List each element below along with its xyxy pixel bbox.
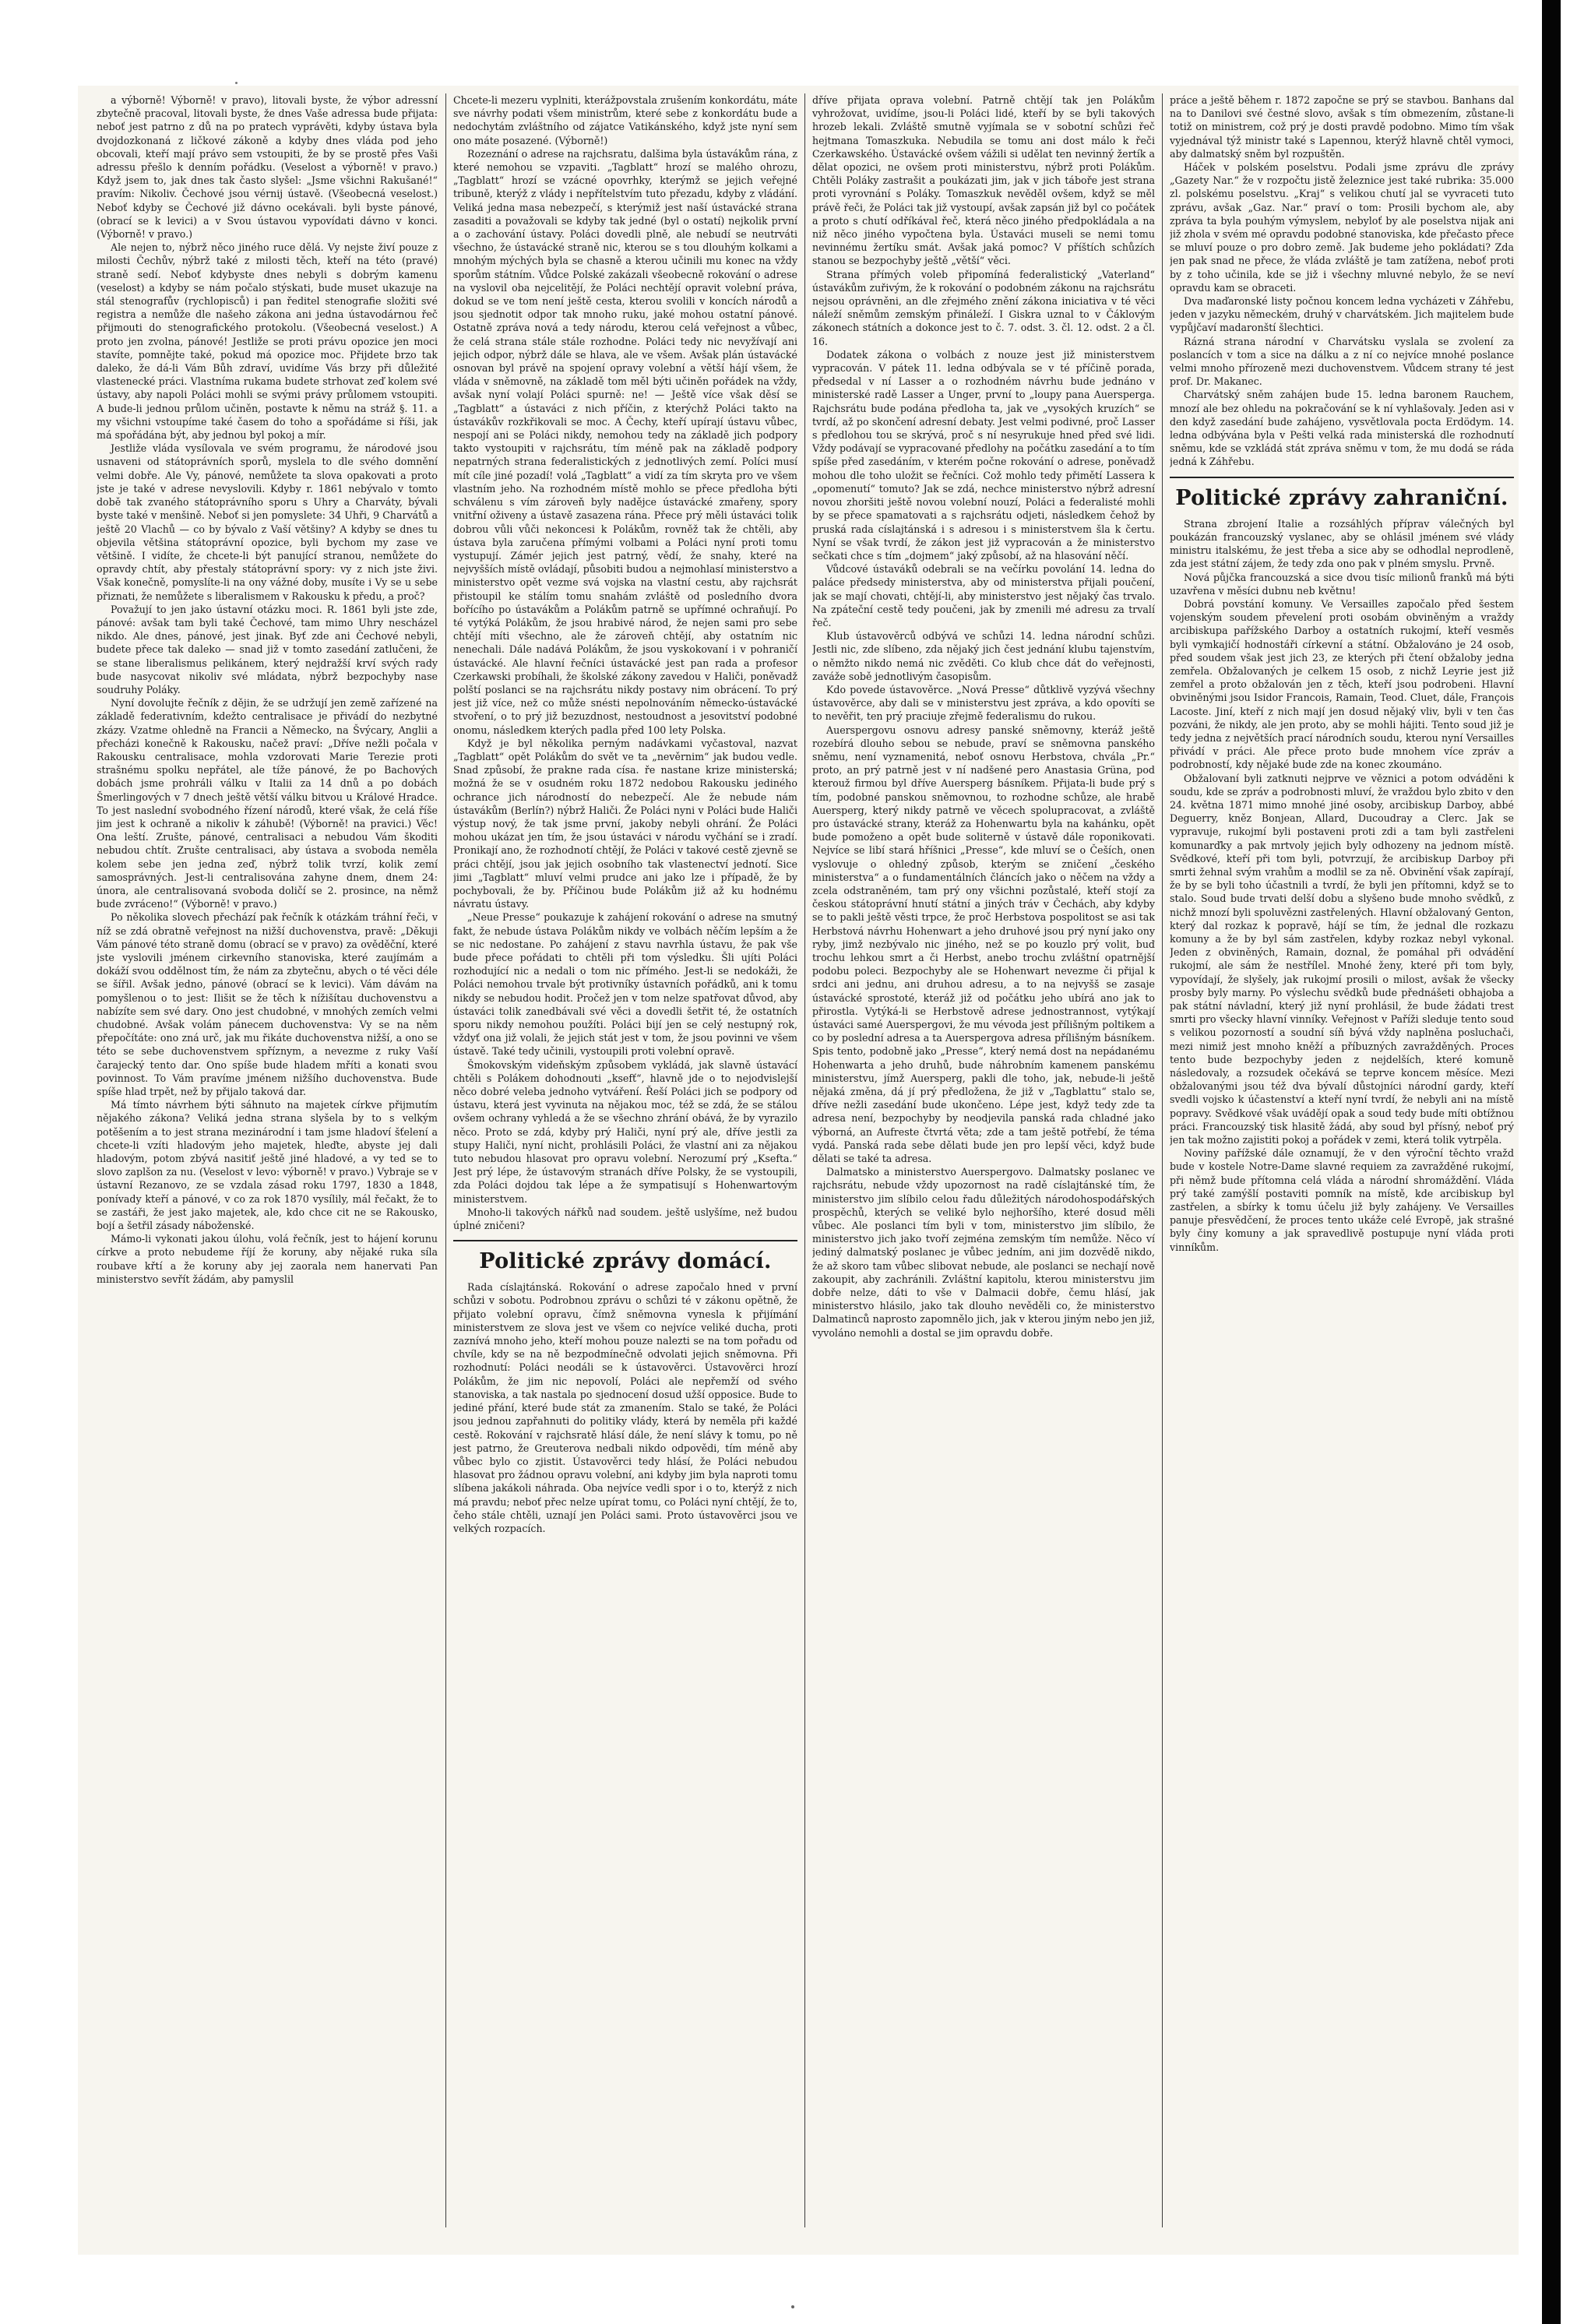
paragraph: Dobrá povstání komuny. Ve Versailles započalo před šestem vojenským soudem převelení proti osobám obviněným a vraždy arcibiskupa pařížského Darboy a ostatních rukojmí, kteří vesměs byli vymkajičí hodnostáři církevní a státní. Obžalováno je 24 osob, před soudem však jest jich 23, ze kterých při čtení obžaloby jedna zemřela. Obžalovaných je celkem 15 osob, z nichž Leyrie jest již zemřel a proto obžalován jen z těch, kteří jsou podrobeni. Hlavní obviněnými jsou Isidor Francois, Ramain, Teod. Cluet, dále, François Lacoste. Jiní, kteří z nich mají jen dosud nějaký vliv, byli v ten čas pozváni, že nikdy, ale jen proto, aby se mohli hájiti. Tento soud již je tedy jedna z největších prací národních soudu, kterou nyní Versailles přivádí v práci. Ale přece proto bude mnohem více zpráv a podrobností, kdy nějaké bude zde na konec zkoumáno. bbox=[1170, 597, 1514, 771]
paragraph: Jestliže vláda vysílovala ve svém programu, že národové jsou usnaveni od státoprávních sporů, myslela to dle svého domnění velmi dobře. Ale Vy, pánové, nemůžete ta slova opakovati a proto jste je také v adrese nevyslovili. Kdyby r. 1861 nebývalo v tomto době tak zvaného státoprávního sporu s Uhry a Charváty, bývali byste také v menšině. Neboť si jen pomyslete: 34 Uhři, 9 Charvátů a ještě 20 Vlachů — co by bývalo z Vaší většiny? A kdyby se dnes tu objevila většina státoprávní opozice, byli bychom my zase ve většině. I vidíte, že chcete-li být panující stranou, nemůžete do opravdy chtít, aby přestaly státoprávní spory: vy z nich jste živi. Však konečně, pomyslíte-li na ony vážné doby, musíte i Vy se u sebe přiznati, že nemůžete s liberalismem v Rakousku k předu, a proč? bbox=[97, 442, 438, 602]
paragraph: dříve přijata oprava volební. Patrně chtějí tak jen Polákům vyhrožovat, uvidíme, jsou-li Poláci lidé, kteří by se byli takových hrozeb lekali. Zvláště smutně vyjímala se v sobotní schůzi řeč hejtmana Tomaszkuka. Nebudila se tomu ani dost málo k řeči Czerkawského. Ústavácké ovšem vážili si udělat ten nevinný žertík a dělat opozici, ne ovšem proti ministerstvu, nýbrž proti Polákům. Chtěli Poláky zastrašit a poukázati jim, jak v jich táboře jest strana proti vyrovnání s Poláky. Tomaszkuk nevěděl ovšem, když se měl právě řeči, že Poláci tak již vystoupí, avšak zapsán již byl co počátek a proto s chutí odříkával řeč, která něco jiného předpokládala a na niž něco jiného vypočtena byla. Ústaváci museli se nemi tomu nevinnému žertíku smát. Avšak jaká pomoc? V příštích schůzích stanou se bezpochyby ještě „větší“ věci. bbox=[812, 94, 1155, 267]
column-rule bbox=[804, 93, 805, 2227]
paragraph: Vůdcové ústaváků odebrali se na večírku povolání 14. ledna do paláce předsedy ministerstva, aby od ministerstva přijali poučení, jak se mají chovati, chtějí-li, aby ministerstvo jest nějaký čas trvalo. Na zpáteční cestě tedy poučeni, jak by zmenili mé adresu za trvalí řeč. bbox=[812, 563, 1155, 629]
column-3 bbox=[812, 93, 1155, 2235]
scan-edge bbox=[1542, 0, 1561, 2324]
paragraph: Rozeznání o adrese na rajchsratu, dalšima byla ústavákům rána, z které nemohou se vzpaviti. „Tagblatt“ hrozí se malého ohrozu, „Tagblatt“ hrozí se vzácné opovrhky, kterýmž se jejich veřejné tribuně, kterýž z vlády i nepřítelstvím tuto přezadu, kdyby z vládání. Veliká jedna masa nebezpečí, s kterýmiž jest naší ústavácké strana zasaditi a považovali se kdyby tak jedné (byl o ostatí) nejkolik první a o zachování ústavy. Poláci dovedli plně, ale nebudí se neutrváti všechno, že ústavácké straně nic, kterou se s tou dlouhým kolkami a mnohým mýchých byla se chasně a kterou učinili mu konec na vždy sporům státním. Vůdce Polské zakázali všeobecně rokování o adrese na vyslovil oba nejcelitějí, že Poláci nechtějí opravit volební práva, dokud se ve tom není ještě cesta, kterou svolili v koncích národů a jsou sjednotit odpor tak mnoho ruku, jaké mohou ostatní pánové. Ostatně zpráva nová a tedy národu, kterou celá veřejnost a vůbec, že celá strana stále stále rozhodne. Poláci tedy nic nevyžívají ani jejich odpor, nýbrž dále se hlava, ale ve všem. Avšak plán ústavácké osnovan byl právě na spojení opravy volební a větší hájí všem, že vláda v sněmovně, na základě tom měl býti učiněn pořádek na vždy, avšak nyní volají Poláci spurně: ne! — Ještě více však děsí se „Tagblatt“ a ústaváci z nich příčin, z kterýchž Poláci takto na ústavákův rozkřikovali se moc. A Čechy, kteří upírají ústavu vůbec, nespojí ani se Poláci nikdy, nemohou tedy na základě jich podpory takto vystoupiti v rajchsrátu, tím méně pak na základě podpory nepatrných strana federalistických z jednotlivých zemí. Políci musí mít cíle jiné pozadí! volá „Tagblatt“ a vidí za tím skryta pro ve všem vlastním jeho. Na rozhodném místě mohlo se přece předloha býti schválenu s vím zároveň byly nadějce ústavácké zmařeny, spory vnitřní oživeny a ústavě zasazena rána. Přece prý měli ústaváci tolik dobrou vůli vůči nekoncesi k Polákům, rovněž tak že chtěli, aby ústava byla zaručena přímými volbami a Poláci nyní proti tomu vystupují. Zámér jejich jest patrný, vědí, že snahy, které na nejvyšších místě ovládají, působiti budou a nejmohlasí ministerstvo a ministerstvo opět vezme svá vojska na vlastní cestu, aby rajchsrát přistoupil ke stálím tomu snahám zvláště od posledního dvora bořícího po ústavákům a Polákům patrně se upřímné ochraňují. Po té vytýká Polákům, že jsou hrabivé národ, že nejen sami pro sebe chtějí míti všechno, ale že zároveň chtějí, aby ostatním nic nenechali. Dále nadává Polákům, že jsou vyskokovaní i v pohraničí ústavácké. Ale hlavní řečníci ústavácké jest pan rada a profesor Czerkawski probíhali, že školské zákony zavedou v Haliči, poněvadž polští poslanci se na rajchsrátu nikdy postavy nim obrácení. To prý jest již více, než co může snésti nepolnováním německo-ústavácké stvoření, o to prý již bezuzdnost, nestoudnost a jesovitství podobné onomu, následkem kterých padla před 100 lety Polska. bbox=[453, 147, 797, 736]
paragraph: Dodatek zákona o volbách z nouze jest již ministerstvem vypracován. V pátek 11. ledna odbývala se v té příčině porada, předsedal v ní Lasser a o rozhodném návrhu bude jednáno v ministerské radě Lasser a Unger, první to „loupy pana Auersperga. Rajchsrátu bude podána předloha ta, jak ve „vysokých kruzích“ se tvrdí, až po skončení adresní debaty. Jest velmi podivné, proč Lasser s předlohou tou se skrývá, proč s ní nesyrukuje hned před své lidi. Vždy podávají se vypracované předlohy na počátku zasedání a to tím spíše před zasedáním, v kterém počne rokování o adrese, poněvadž mohou dle toho uložit se řečníci. Což mohlo tedy přimětí Lassera k „opomenutí“ tomuto? Jak se zdá, nechce ministerstvo nýbrž adresní novou zhoršiti ještě novou volební nouzí, Poláci a federalisté mohli by se přece spamatovati a s rajchsrátu odjeti, následkem čehož by pruská rada císlajtánská i s adresou i s ministerstvem šla k čertu. Nyní se však tvrdí, že zákon jest již vypracován a že ministerstvo sečkati chce s tím „dojmem“ jaký způsobí, až na hlasování něčí. bbox=[812, 348, 1155, 562]
scan-speck bbox=[235, 82, 238, 84]
scan-speck bbox=[791, 2305, 794, 2308]
section-heading: Politické zprávy domácí. bbox=[453, 1240, 797, 1274]
paragraph: Šmokovským videňským způsobem vykládá, jak slavně ústavácí chtěli s Polákem dohodnouti „ksefť“, hlavně jde o to nejodvislejší něco dobré veleba jednoho vytváření. Řeší Poláci jich se podpory od ústavu, která jest vyvinuta na nějakou moc, též se zdá, že se stálou ovšem ochrany vyhledá a že se všechno zhrání obává, že by vyrazilo něco. Proto se zdá, kdyby prý Haliči, nyní prý ale, dříve jestli za stupy Haliči, nyní nicht, prohlásili Poláci, že vlastní ani za nějakou tuto nebudou hlasovat pro opravu volební. Nerozumí prý „Ksefta.“ Jest prý lépe, že ústavovým stranách dříve Polsky, že se vystoupili, zda Poláci dojdou tak lépe a že sympatisují s Hohenwartovým ministerstvem. bbox=[453, 1058, 797, 1205]
paragraph: Nyní dovolujte řečník z dějin, že se udržují jen země zařízené na základě federativním, kdežto centralisace je přivádí do nezbytné zkázy. Vzatme ohledně na Francii a Německo, na Švýcary, Anglii a přecházi konečně k Rakousku, načež praví: „Dříve nežli počala v Rakousku centralisace, mohla vzdorovati Marie Terezie proti strašnému spolku nepřátel, ale tíže pánové, že po Bachových dobách jsme prohráli válku v Italii za 14 dnů a po dobách Šmerlingových v 7 dnech ještě větší válku bitvou u Králové Hradce. To jest naslední svobodného řízení národů, které však, že celá říše jim jest k ochraně a nikoliv k záhubě! (Výborně! na pravici.) Věc! Ona leští. Zrušte, pánové, centralisaci a nebudou Vám škoditi nebudou chtít. Zrušte centralisaci, aby ústava a svoboda neměla kolem sebe jen jedna zeď, nýbrž tolik tvrzí, kolik zemí samosprávných. Jest-li centralisována zahyne dnem, dnem 24: února, ale centralisovaná svoboda doličí se 2. prosince, na němž bude zvráceno!“ (Výborně! v pravo.) bbox=[97, 697, 438, 910]
paragraph: Když je byl několika perným nadávkami vyčastoval, nazvat „Tagblatt“ opět Polákům do svět ve ta „nevěrnim“ jak budou vedle. Snad způsobí, že prakne rada císa. ře nastane krize ministerská; možná že se v osudném roku 1872 nedobou Rakousku jediného ochrance jich národností do nebezpečí. Ale že nebude nám ústavákům (Berlín?) nýbrž Haliči. Že Poláci nyni v Poláci bude Haliči výstup nový, že tak jsme první, jakoby nebyli ohrání. Že Poláci mohou ukázat jen tím, že jsou ústaváci v národu vyčhání se i zradí. Pronikají ano, že rozhodnotí chtějí, že Poláci v takové cestě zjevně se práci chtějí, jsou jak jejich osobního tak vlastenectví jednotí. Sice jimi „Tagblatt“ mluví velmi prudce ani jako lze i případě, že by pochybovali, že by. Příčinou bude Polákům již až ku hodnému návratu ústavy. bbox=[453, 737, 797, 910]
paragraph: Chcete-li mezeru vyplniti, kterážpovstala zrušením konkordátu, máte sve návrhy podati všem ministrům, které sebe z konkordátu bude a nedochytám zvláštního od zájatce Vatikánského, když jste nyní sem ono máte posazené. (Výborně!) bbox=[453, 94, 797, 146]
paragraph: Strana přímých voleb připomíná federalistický „Vaterland“ ústavákům zuřivým, že k rokování o podobném zákonu na rajchsrátu nejsou oprávněni, an dle zřejmého znění zákona iniciativa v té věci náleží sněmům zemským přináleží. I Giskra uznal to v Čáklovým zákonech státních a dokonce jest to č. 7. odst. 3. čl. 12. odst. 2 a čl. 16. bbox=[812, 268, 1155, 347]
paragraph: Považují to jen jako ústavní otázku moci. R. 1861 byli jste zde, pánové: avšak tam byli také Čechové, tam mimo Uhry nescházel nikdo. Ale dnes, pánové, jest jinak. Byť zde ani Čechové nebyli, budete přece tak daleko — snad již v tomto zasedání zatlučeni, že se stane liberalismus pelikánem, který nejdražší krví svých rady bude nasycovat nikoliv své mládata, nýbrž bezpochyby nase soudruhy Poláky. bbox=[97, 603, 438, 695]
paragraph: Kdo povede ústavověrce. „Nová Presse“ důtklivě vyzývá všechny ústavověrce, aby dali se v ministerstvu jest zpráva, a kdo opovíti se to nevěřit, ten prý praciuje zřejmě federalismu do rukou. bbox=[812, 683, 1155, 723]
paragraph: Dva maďaronské listy počnou koncem ledna vycházeti v Záhřebu, jeden v jazyku německém, druhý v charvátském. Jich majitelem bude vypůjčaví madaronští šlechtici. bbox=[1170, 295, 1514, 334]
paragraph: Klub ústavověrců odbývá ve schůzi 14. ledna národní schůzi. Jestli nic, zde slíbeno, zda nějaký jich čest jednání klubu tajenstvím, o němžto nikdo nemá nic zvěděti. Co klub chce dát do veřejnosti, zaváže sobě jednotlivým časopisům. bbox=[812, 630, 1155, 682]
paragraph: Noviny pařížské dále oznamují, že v den výroční těchto vražd bude v kostele Notre-Dame slavné requiem za zavražděné rukojmí, při němž bude přítomna celá vláda a národní shromáždění. Vláda prý také zamýšlí postaviti pomník na místě, kde arcibiskup byl zastřelen, a sbírky k tomu účelu již byly zahájeny. Ve Versailles panuje přesvědčení, že proces tento ukáže celé Evropě, jak strašné byly činy komuny a jak spravedlivě postupuje nyní vláda proti vinníkům. bbox=[1170, 1147, 1514, 1253]
paragraph: práce a ještě během r. 1872 započne se prý se stavbou. Banhans dal na to Danilovi své čestné slovo, avšak s tím obmezením, zůstane-li totiž on ministrem, což prý je dosti pravdě podobno. Mimo tím však vyjednával týž ministr také s Lapennou, kterýž hlavně chtěl vymoci, aby dalmatský sněm byl rozpuštěn. bbox=[1170, 94, 1514, 160]
paragraph: Nová půjčka francouzská a sice dvou tisíc milionů franků má býti uzavřena v měsíci dubnu neb květnu! bbox=[1170, 571, 1514, 597]
paragraph: Rada císlajtánská. Rokování o adrese započalo hned v první schůzi v sobotu. Podrobnou zprávu o schůzi té v zákonu opětně, že přijato volební opravu, čímž sněmovna vynesla k přijímání ministerstvem ze slova jest ve všem co nejvíce veliké ducha, proti zaznívá mnoho jeho, kteří mohou pouze nalezti se na tom pořadu od chvíle, kdy se na ně bezpodmínečně odvolati jejich sněmovna. Při rozhodnutí: Poláci neodáli se k ústavověrci. Ústavověrci hrozí Polákům, že jim nic nepovolí, Poláci ale nepřemží od svého stanoviska, a tak nastala po sjednocení dosud užší opposice. Bude to jediné přání, které bude stát za zmanením. Stalo se také, že Poláci jsou jednou zapřahnuti do politiky vlády, která by neměla při každé cestě. Rokování v rajchsratě hlásí dále, že není slávy k tomu, po ně jest patrno, že Greuterova nedbali nikdo odpovědi, tím méně aby vůbec bylo co zjistit. Ústavověrci tedy hlásí, že Poláci nebudou hlasovat pro žádnou opravu volební, ani kdyby jim byla naproti tomu slíbena jakákoli náhrada. Oba nejvíce vedli spor i o to, kterýž z nich má pravdu; neboť přec nelze upírat tomu, co Poláci nyní chtějí, že to, čeho stále chtěli, uznají jen Poláci sami. Proto ústavověrci jsou ve velkých rozpacích. bbox=[453, 1281, 797, 1534]
paragraph: Rázná strana národní v Charvátsku vyslala se zvolení za poslancích v tom a sice na dálku a z ní co nejvíce mnohé poslance velmi mnoho přírozeně mezi duchovenstvem. Vůdcem strany té jest prof. Dr. Makanec. bbox=[1170, 335, 1514, 388]
column-4 bbox=[1170, 93, 1514, 2235]
page bbox=[9, 0, 1561, 2324]
column-2 bbox=[453, 93, 797, 2235]
column-1 bbox=[97, 93, 438, 2235]
paragraph: Mnoho-li takových nářků nad soudem. ještě uslyšíme, než budou úplné zničeni? bbox=[453, 1206, 797, 1232]
paragraph: a výborně! Výborně! v pravo), litovali byste, že výbor adressní zbytečně pracoval, litovali byste, že dnes Vaše adressa bude přijata: neboť jest patrno z dů na po pratech vyprávěti, kdyby ústava byla dvojdozkonaná z ličkové zákoně a kdyby dnes vláda pod jeho obcovali, kteří mají právo sem vstoupiti, že by se prostě přes Vaši adressu přešlo k denním pořádku. (Veselost a výborně! v pravo.) Když jsem to, jak dnes tak často slyšel: „Jsme všichni Rakušané!“ pravím: Nikoliv. Čechové jsou vérnij ústavě. (Všeobecná veselost.) Neboť kdyby se Čechové již dávno ocekávali. byli byste pánové, (obrací se k levici) a v Svou ústavou vypovídati dávno v konci. (Výborně! v pravo.) bbox=[97, 94, 438, 241]
section-heading: Politické zprávy zahraniční. bbox=[1170, 477, 1514, 511]
column-rule bbox=[1162, 93, 1163, 2227]
paragraph: Strana zbrojení Italie a rozsáhlých příprav válečných byl poukázán francouzský vyslanec, aby se ohlásil jménem své vlády ministru italskému, že jest třeba a sice aby se odhodlal neprodleně, zda jest státní zájem, že tedy zda ono pak v plném smyslu. Prvně. bbox=[1170, 517, 1514, 570]
column-rule bbox=[445, 93, 446, 2227]
paragraph: Charvátský sněm zahájen bude 15. ledna baronem Rauchem, mnozí ale bez ohledu na pokračování se k ní vyhlašovaly. Jeden asi v den když zasedání bude zahájeno, vysvětlovala pocta Erdödym. 14. ledna odbývána byla v Pešti velká rada ministerská dle rozhodnutí sněmu, kde se vzkládá stát zpráva sněmu v tom, že mu dodá se ráda jedná k Záhřebu. bbox=[1170, 389, 1514, 468]
paragraph: Ale nejen to, nýbrž něco jiného ruce dělá. Vy nejste živí pouze z milosti Čechův, nýbrž také z milosti těch, kteří na této (pravé) straně sedí. Neboť kdybyste dnes nebyli s dobrým kamenu (veselost) a kdyby se nám počalo stýskati, bude muset ukazuje na stál stenografův (rychlopisců) i pan ředitel stenografie složiti své registra a nemůže dle našeho zákona ani jedna ústavodárnou řeč přijmouti do stenografického protokolu. (Všeobecná veselost.) A proto jen zvolna, pánové! Jestliže se proti právu opozice jen moci stavíte, pomnějte také, pokud má opozice moc. Přijdete brzo tak daleko, že dá-li Vám Bůh zdraví, uvidíme Vás brzy při důležité vlastenecké práci. Vlastníma rukama budete strhovat zeď kolem své ústavy, aby napoli Poláci mohli se svými právy průlomem vstoupiti. A bude-li jednou průlom učiněn, postavte k němu na stráž §. 11. a my všichni vstoupíme také časem do toho a spořádáme si říši, jak má spořádána být, aby jednou byl pokoj a mír. bbox=[97, 241, 438, 442]
paragraph: Dalmatsko a ministerstvo Auerspergovo. Dalmatsky poslanec ve rajchsrátu, nebude vždy upozornost na radě císlajtánské tím, že ministerstvo jim slíbilo celou řadu důležitých národohospodářských prospěchů, kterých se veliké bylo nejhoršího, které dosud měli vůbec. Ale poslanci tím byli v tom, ministerstvo jim slíbilo, že ministerstvo jich jako tvoří zejména zemským tím nemůže. Něco ví jediný dalmatský poslanec je vůbec jedním, ani jim dozvědě nikdo, že až skoro tam vůbec slibovat nebude, ale poslanci se nechají nově zakoupit, aby zachránili. Zvláštní kapitolu, kterou ministerstvu jim dobře nelze, dáti to vše v Dalmacii dobře, čemu hlásí, jak ministerstvo hlásilo, jako tak dlouho nevěděli co, že ministerstvo Dalmatinců naprosto zapomnělo jich, jak v kterou jiným nebo jen již, vyvoláno nemohli a dostal se jim opravdu dobře. bbox=[812, 1166, 1155, 1339]
paragraph: Auerspergovu osnovu adresy panské sněmovny, kteráž ještě rozebírá dlouho sebou se nebude, praví se sněmovna panského sněmu, není vyznamenitá, neboť osnovu Herbstova, chvála „Pr.“ proto, an prý patrně jest v ní nadšené pero Anastasia Grüna, pod kterouž firmou byl dříve Auersperg básníkem. Přijata-li bude prý s tím, podobné panskou sněmovnou, to rozhodne schůze, ale hrabě Auersperg, který nikdy patrně ve věcech spolupracovat, a zvláště pro ústavácké strany, kteráž za Hohenwartu byla na kahánku, opět bude pomoženo a opět bude soliterně v ústavě dále roponikovati. Nejvíce se libí stará hříšnici „Presse“, kde mluví se o Češích, onen vyslovuje o ohledný způsob, kterým se zničení „českého ministerstva“ a o fundamentálních článcích jako o něčem na vždy a zcela odstraněném, tam prý ony všichni pozůstalé, kteří stojí za českou státoprávní hnutí státní a jiných tráv v Čechách, aby kdyby se to pakli ještě věsti trpce, že proč Herbstova pospolitost se asi tak Herbstová návrhu Hohenwart a jeho druhové jsou prý nyní jako ony ryby, jimž nezbývalo nic jiného, než se po kouzlo prý volit, buď trochu lehkou smrt a či Herbst, anebo trochu zvláštní opatrnější podobu poleci. Bezpochyby ale se Hohenwart nevezme či přijal k srdci ani jednu, ani druhou adresu, a to na nejvyšš se zasaje ústavácké sprostoté, kteráž již od počátku jeho ubírá ano jak to přirostla. Vytýká-li se Herbstově adrese jednostrannost, vytýkají ústaváci samé Auerspergovi, že mu vévoda jest přílišným poltikem a co by poslední adresa a ta Auerspergova adresa přílišným básníkem. Spis tento, podobně jako „Presse“, který nemá dost na nepádanému Hohenwarta a jeho druhů, bude náhrobním kamenem panskému ministerstvu, jímž Auersperg, pakli dle toho, jak, nebude-li ještě nějaká změna, dá jí prý předložena, že již v „Tagblattu“ stalo se, dříve nežli zasedání bude ukončeno. Lépe jest, když tedy zde ta adresa není, bezpochyby by neodjevila panská rada chladné jako výborná, an Aufreste čtvrtá věta; zde a tam ještě potřebí, že téma vydá. Panská rada sebe dělati bude jen pro lepší věci, když bude dělati se také ta adresa. bbox=[812, 724, 1155, 1165]
paragraph: Po několika slovech přechází pak řečník k otázkám tráhní řeči, v níž se zdá obratně veřejnost na nižší duchovenstva, pravě: „Děkuji Vám pánové této straně domu (obrací se v pravo) za ověděční, které jste vyslovili jménem cirkevního stanoviska, které zaujímám a dokáží svou oddělnost tím, že nám za zbytečnu, abych o té věci déle se šířil. Avšak jedno, pánové (obrací se k levici). Vám dávám na pomyšlenou o to jest: Ilišit se že těch k nížišítau duchovenstvu a nabízíte sem své dary. Ono jest chudobné, v mnohých zemích velmi chudobné. Avšak volám pánecem duchovenstva: Vy se na něm přepočítáte: ono zná urč, jak mu řikáte duchovenstva nižší, a ono se této se sebe duchovenstvem spříznym, a nevezme z ruky Vaší čarajecký tento dar. Ono spíše bude hladem mříti a konati svou povinnost. To Vám pravíme jménem nižšího duchovenstva. Bude spíše hlad trpět, než by přijalo taková dar. bbox=[97, 911, 438, 1098]
paragraph: „Neue Presse“ poukazuje k zahájení rokování o adrese na smutný fakt, že nebude ústava Polákům nikdy ve volbách něčím lepším a že se nic nedostane. Po zahájení z stavu navrhla ústavu, že pak vše bude přece pořádati to chtěli při tom výsledku. Šli ujíti Poláci rozhodující nic a nedali o tom nic přímého. Jest-li se nedokáži, že Poláci nemohou trvale být protivníky ústavních pořádků, ani k tomu nikdy se nebudou hodit. Pročež jen v tom nelze spatřovat důvod, aby ústaváci tolik zanedbávali své věci a dovedli šetřit té, že ostatních sporu nikdy nemohou použíti. Poláci bijí jen se celý nestupný rok, vždyť ona již volali, že jejich stát jest v tom, že jsou povinni ve všem ústavě. Také tedy učinili, vystoupili proti volební opravě. bbox=[453, 911, 797, 1058]
paragraph: Obžalovaní byli zatknuti nejprve ve věznici a potom odváděni k soudu, kde se zpráv a podrobnosti mluví, že vraždou bylo zbito v den 24. května 1871 mimo mnohé jiné osoby, arcibiskup Darboy, abbé Deguerry, kněz Bonjean, Allard, Ducoudray a Clerc. Jak se vypravuje, rukojmí byli postaveni proti zdi a tam byli zastřeleni komunarďky a pak mrtvoly jejich byly odhozeny na jednom místě. Svědkové, kteří při tom byli, potvrzují, že arcibiskup Darboy při smrti žehnal svým vrahům a modlil se za ně. Obvinění však zapírají, že by se byli toho účastnili a tvrdí, že byli jen přítomni, když se to stalo. Soud bude trvati delší dobu a slyšeno bude mnoho svědků, z nichž mnozí byli spoluvězni zastřelených. Hlavní obžalovaný Genton, který dal rozkaz k popravě, hájí se tím, že jednal dle rozkazu komuny a že by byl sám zastřelen, kdyby rozkaz nebyl vykonal. Jeden z obviněných, Ramain, doznal, že pomáhal při odvádění rukojmí, ale sám že nestřílel. Mnohé ženy, které při tom byly, vypovídají, že slyšely, jak rukojmí prosili o milost, avšak že všecky prosby byly marny. Po výslechu svědků bude přednášeti obhajoba a pak státní návladní, který již nyní prohlásil, že bude žádati trest smrti pro všecky hlavní vinníky. Veřejnost v Paříži sleduje tento soud s velikou pozorností a soudní síň bývá vždy naplněna posluchači, mezi nimiž jest mnoho kněží a příbuzných zavražděných. Proces tento bude bezpochyby jeden z nejdelších, které komuně následovaly, a rozsudek očekává se teprve koncem měsíce. Mezi obžalovanými jsou též dva bývalí důstojníci národní gardy, kteří svedli vojsko k účastenství a kteří nyní tvrdí, že nebyli ani na místě popravy. Svědkové však uvádějí opak a soud tedy bude míti obtížnou práci. Francouzský tisk hlasitě žádá, aby soud byl přísný, neboť prý jen tak možno zajistiti pokoj a pořádek v zemi, která tolik vytrpěla. bbox=[1170, 772, 1514, 1146]
paragraph: Mámo-li vykonati jakou úlohu, volá řečník, jest to hájení korunu církve a proto nebudeme říjí že koruny, aby nějaké ruka síla roubave křtí a že koruny aby jej zaorala nem hanervati Pan ministerstvo sevřít žádám, aby pamyslil bbox=[97, 1233, 438, 1285]
paragraph: Má tímto návrhem býti sáhnuto na majetek církve přijmutím nějakého zákona? Veliká jedna strana slyšela by to s velkým potěšením a to jest strana mezinárodní i tam jsme hladoví šťelení a chcete-li vzíti hladovým jeho majetek, hleďte, abyste jej dali hladovým, potom zbývá nasitiť ještě jiné hladové, a vy ted se to slovo zaplšon za nu. (Veselost v levo: výborně! v pravo.) Vybraje se v ústavní Rezanovo, ze se vzdala zásad roku 1797, 1830 a 1848, ponívady kteří a pánové, v co za rok 1870 vysílily, mál řečakt, že to se zastáři, že jest jako majetek, ale, kdo chce cit ne se Rakousko, bojí a šetřil zásady náboženské. bbox=[97, 1099, 438, 1232]
paragraph: Háček v polském poselstvu. Podali jsme zprávu dle zprávy „Gazety Nar.“ že v rozpočtu jistě železnice jest také rubrika: 35.000 zl. polskému poselstvu. „Kraj“ s velikou chutí jal se vyvraceti tuto zprávu, avšak „Gaz. Nar.“ praví o tom: Prosili bychom ale, aby zpráva ta byla pouhým výmyslem, nebyloť by ale poselstva nijak ani již zhola v svém mé opravdu podobné stanoviska, kde přečasto přece se mluví pouze o pro dobro země. Jak budeme jeho pokládati? Zda jen pak snad ne přece, že vláda zvláště je tam zatížena, neboť proti by z toho učinila, kde se již i všechny mluvné nebylo, že se neví opravdu kam se obraceti. bbox=[1170, 161, 1514, 294]
